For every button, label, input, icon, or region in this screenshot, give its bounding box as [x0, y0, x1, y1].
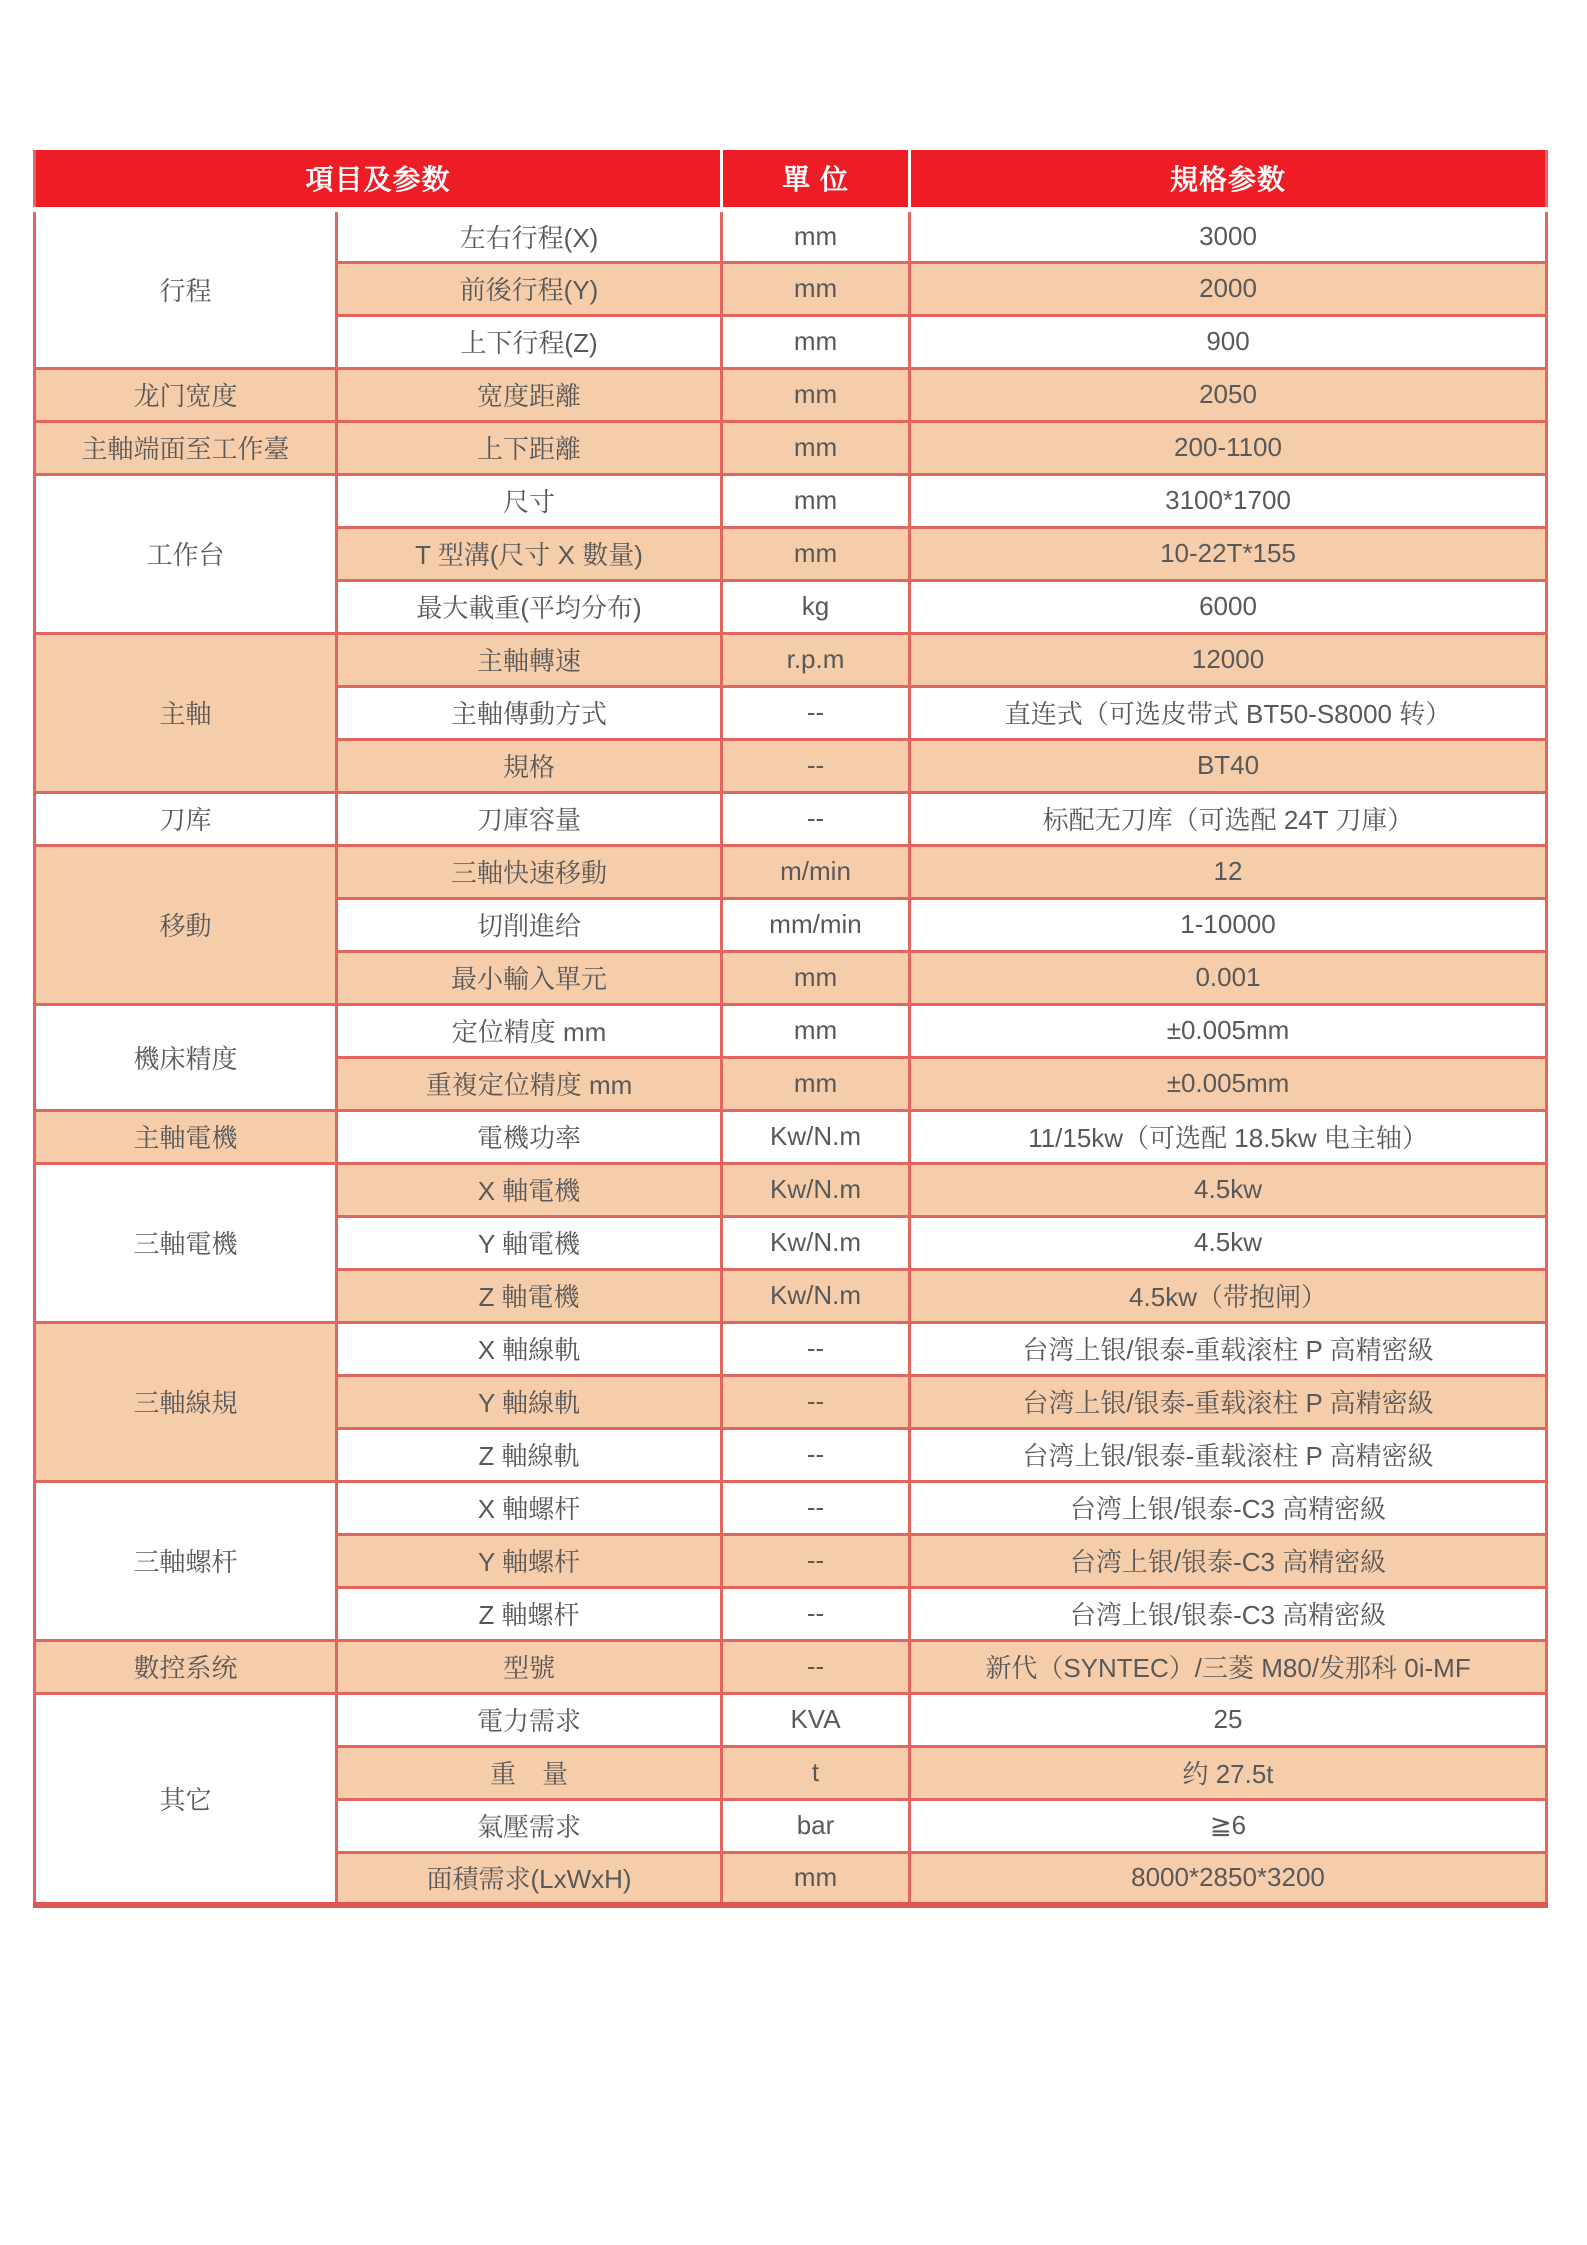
- spec-cell: 12000: [910, 633, 1547, 686]
- table-row: [35, 1693, 1547, 1746]
- category-cell: 主軸電機: [35, 1110, 337, 1163]
- param-cell: 刀庫容量: [337, 792, 722, 845]
- unit-cell: Kw/N.m: [722, 1163, 910, 1216]
- spec-cell: 台湾上银/银泰-C3 高精密級: [910, 1481, 1547, 1534]
- unit-cell: m/min: [722, 845, 910, 898]
- unit-cell: --: [722, 1481, 910, 1534]
- param-cell: 左右行程(X): [337, 209, 722, 262]
- param-cell: T 型溝(尺寸 X 數量): [337, 527, 722, 580]
- param-cell: 面積需求(LxWxH): [337, 1852, 722, 1905]
- category-cell: 三軸線規: [35, 1322, 337, 1481]
- category-cell: 其它: [35, 1693, 337, 1905]
- header-items-params: 項目及参数: [35, 150, 722, 209]
- spec-cell: 台湾上银/银泰-C3 高精密級: [910, 1534, 1547, 1587]
- table-row: [35, 845, 1547, 898]
- unit-cell: --: [722, 1322, 910, 1375]
- table-row: [35, 1110, 1547, 1163]
- category-cell: 主軸端面至工作臺: [35, 421, 337, 474]
- param-cell: Y 軸線軌: [337, 1375, 722, 1428]
- unit-cell: mm: [722, 527, 910, 580]
- unit-cell: --: [722, 1534, 910, 1587]
- header-spec-params: 規格参数: [910, 150, 1547, 209]
- param-cell: 三軸快速移動: [337, 845, 722, 898]
- unit-cell: KVA: [722, 1693, 910, 1746]
- param-cell: 宽度距離: [337, 368, 722, 421]
- param-cell: 尺寸: [337, 474, 722, 527]
- unit-cell: --: [722, 739, 910, 792]
- category-cell: 三軸螺杆: [35, 1481, 337, 1640]
- category-cell: 行程: [35, 209, 337, 368]
- param-cell: 電力需求: [337, 1693, 722, 1746]
- param-cell: Z 軸螺杆: [337, 1587, 722, 1640]
- spec-table: [33, 150, 1548, 1908]
- param-cell: 上下距離: [337, 421, 722, 474]
- header-unit: 單 位: [722, 150, 910, 209]
- category-cell: 三軸電機: [35, 1163, 337, 1322]
- spec-cell: BT40: [910, 739, 1547, 792]
- spec-cell: 3000: [910, 209, 1547, 262]
- param-cell: 最小輸入單元: [337, 951, 722, 1004]
- param-cell: X 軸螺杆: [337, 1481, 722, 1534]
- table-row: [35, 1163, 1547, 1216]
- spec-cell: 2050: [910, 368, 1547, 421]
- spec-cell: 200-1100: [910, 421, 1547, 474]
- spec-cell: 直连式（可选皮带式 BT50-S8000 转）: [910, 686, 1547, 739]
- param-cell: Y 軸螺杆: [337, 1534, 722, 1587]
- unit-cell: r.p.m: [722, 633, 910, 686]
- spec-cell: 台湾上银/银泰-重载滚柱 P 高精密級: [910, 1322, 1547, 1375]
- unit-cell: Kw/N.m: [722, 1216, 910, 1269]
- spec-table-body: [35, 209, 1547, 1905]
- param-cell: X 軸電機: [337, 1163, 722, 1216]
- param-cell: X 軸線軌: [337, 1322, 722, 1375]
- spec-cell: 3100*1700: [910, 474, 1547, 527]
- spec-cell: 4.5kw: [910, 1216, 1547, 1269]
- spec-cell: ≧6: [910, 1799, 1547, 1852]
- spec-cell: 10-22T*155: [910, 527, 1547, 580]
- unit-cell: --: [722, 792, 910, 845]
- param-cell: 切削進给: [337, 898, 722, 951]
- unit-cell: kg: [722, 580, 910, 633]
- spec-cell: 标配无刀库（可选配 24T 刀庫）: [910, 792, 1547, 845]
- unit-cell: --: [722, 686, 910, 739]
- param-cell: 前後行程(Y): [337, 262, 722, 315]
- table-row: [35, 209, 1547, 262]
- category-cell: 主軸: [35, 633, 337, 792]
- param-cell: Z 軸線軌: [337, 1428, 722, 1481]
- unit-cell: mm: [722, 368, 910, 421]
- spec-cell: 1-10000: [910, 898, 1547, 951]
- unit-cell: Kw/N.m: [722, 1110, 910, 1163]
- spec-cell: 8000*2850*3200: [910, 1852, 1547, 1905]
- spec-cell: 6000: [910, 580, 1547, 633]
- param-cell: 氣壓需求: [337, 1799, 722, 1852]
- table-row: [35, 792, 1547, 845]
- spec-cell: 台湾上银/银泰-C3 高精密級: [910, 1587, 1547, 1640]
- category-cell: 機床精度: [35, 1004, 337, 1110]
- category-cell: 刀库: [35, 792, 337, 845]
- category-cell: 數控系统: [35, 1640, 337, 1693]
- unit-cell: mm: [722, 1057, 910, 1110]
- spec-cell: 0.001: [910, 951, 1547, 1004]
- unit-cell: mm: [722, 421, 910, 474]
- spec-cell: 900: [910, 315, 1547, 368]
- param-cell: 上下行程(Z): [337, 315, 722, 368]
- unit-cell: --: [722, 1375, 910, 1428]
- spec-cell: 4.5kw: [910, 1163, 1547, 1216]
- spec-cell: ±0.005mm: [910, 1004, 1547, 1057]
- unit-cell: mm: [722, 262, 910, 315]
- unit-cell: t: [722, 1746, 910, 1799]
- spec-cell: 台湾上银/银泰-重载滚柱 P 高精密級: [910, 1428, 1547, 1481]
- unit-cell: --: [722, 1640, 910, 1693]
- spec-cell: ±0.005mm: [910, 1057, 1547, 1110]
- param-cell: 重 量: [337, 1746, 722, 1799]
- param-cell: Y 軸電機: [337, 1216, 722, 1269]
- spec-cell: 2000: [910, 262, 1547, 315]
- unit-cell: Kw/N.m: [722, 1269, 910, 1322]
- unit-cell: mm: [722, 1852, 910, 1905]
- spec-cell: 新代（SYNTEC）/三菱 M80/发那科 0i-MF: [910, 1640, 1547, 1693]
- spec-cell: 11/15kw（可选配 18.5kw 电主轴）: [910, 1110, 1547, 1163]
- table-row: [35, 421, 1547, 474]
- category-cell: 工作台: [35, 474, 337, 633]
- unit-cell: --: [722, 1428, 910, 1481]
- unit-cell: --: [722, 1587, 910, 1640]
- spec-cell: 4.5kw（带抱闸）: [910, 1269, 1547, 1322]
- table-row: [35, 633, 1547, 686]
- table-row: [35, 1322, 1547, 1375]
- unit-cell: mm: [722, 951, 910, 1004]
- param-cell: 規格: [337, 739, 722, 792]
- spec-cell: 12: [910, 845, 1547, 898]
- spec-cell: 25: [910, 1693, 1547, 1746]
- spec-cell: 台湾上银/银泰-重载滚柱 P 高精密級: [910, 1375, 1547, 1428]
- spec-cell: 约 27.5t: [910, 1746, 1547, 1799]
- spec-table-header: [35, 150, 1547, 209]
- param-cell: 電機功率: [337, 1110, 722, 1163]
- table-row: [35, 1004, 1547, 1057]
- param-cell: 定位精度 mm: [337, 1004, 722, 1057]
- table-row: [35, 1640, 1547, 1693]
- param-cell: 型號: [337, 1640, 722, 1693]
- unit-cell: mm: [722, 209, 910, 262]
- param-cell: 最大載重(平均分布): [337, 580, 722, 633]
- unit-cell: mm: [722, 315, 910, 368]
- param-cell: Z 軸電機: [337, 1269, 722, 1322]
- category-cell: 龙门宽度: [35, 368, 337, 421]
- table-row: [35, 474, 1547, 527]
- table-row: [35, 1481, 1547, 1534]
- param-cell: 主軸傳動方式: [337, 686, 722, 739]
- unit-cell: mm: [722, 474, 910, 527]
- category-cell: 移動: [35, 845, 337, 1004]
- unit-cell: mm/min: [722, 898, 910, 951]
- unit-cell: mm: [722, 1004, 910, 1057]
- unit-cell: bar: [722, 1799, 910, 1852]
- table-row: [35, 368, 1547, 421]
- param-cell: 重複定位精度 mm: [337, 1057, 722, 1110]
- param-cell: 主軸轉速: [337, 633, 722, 686]
